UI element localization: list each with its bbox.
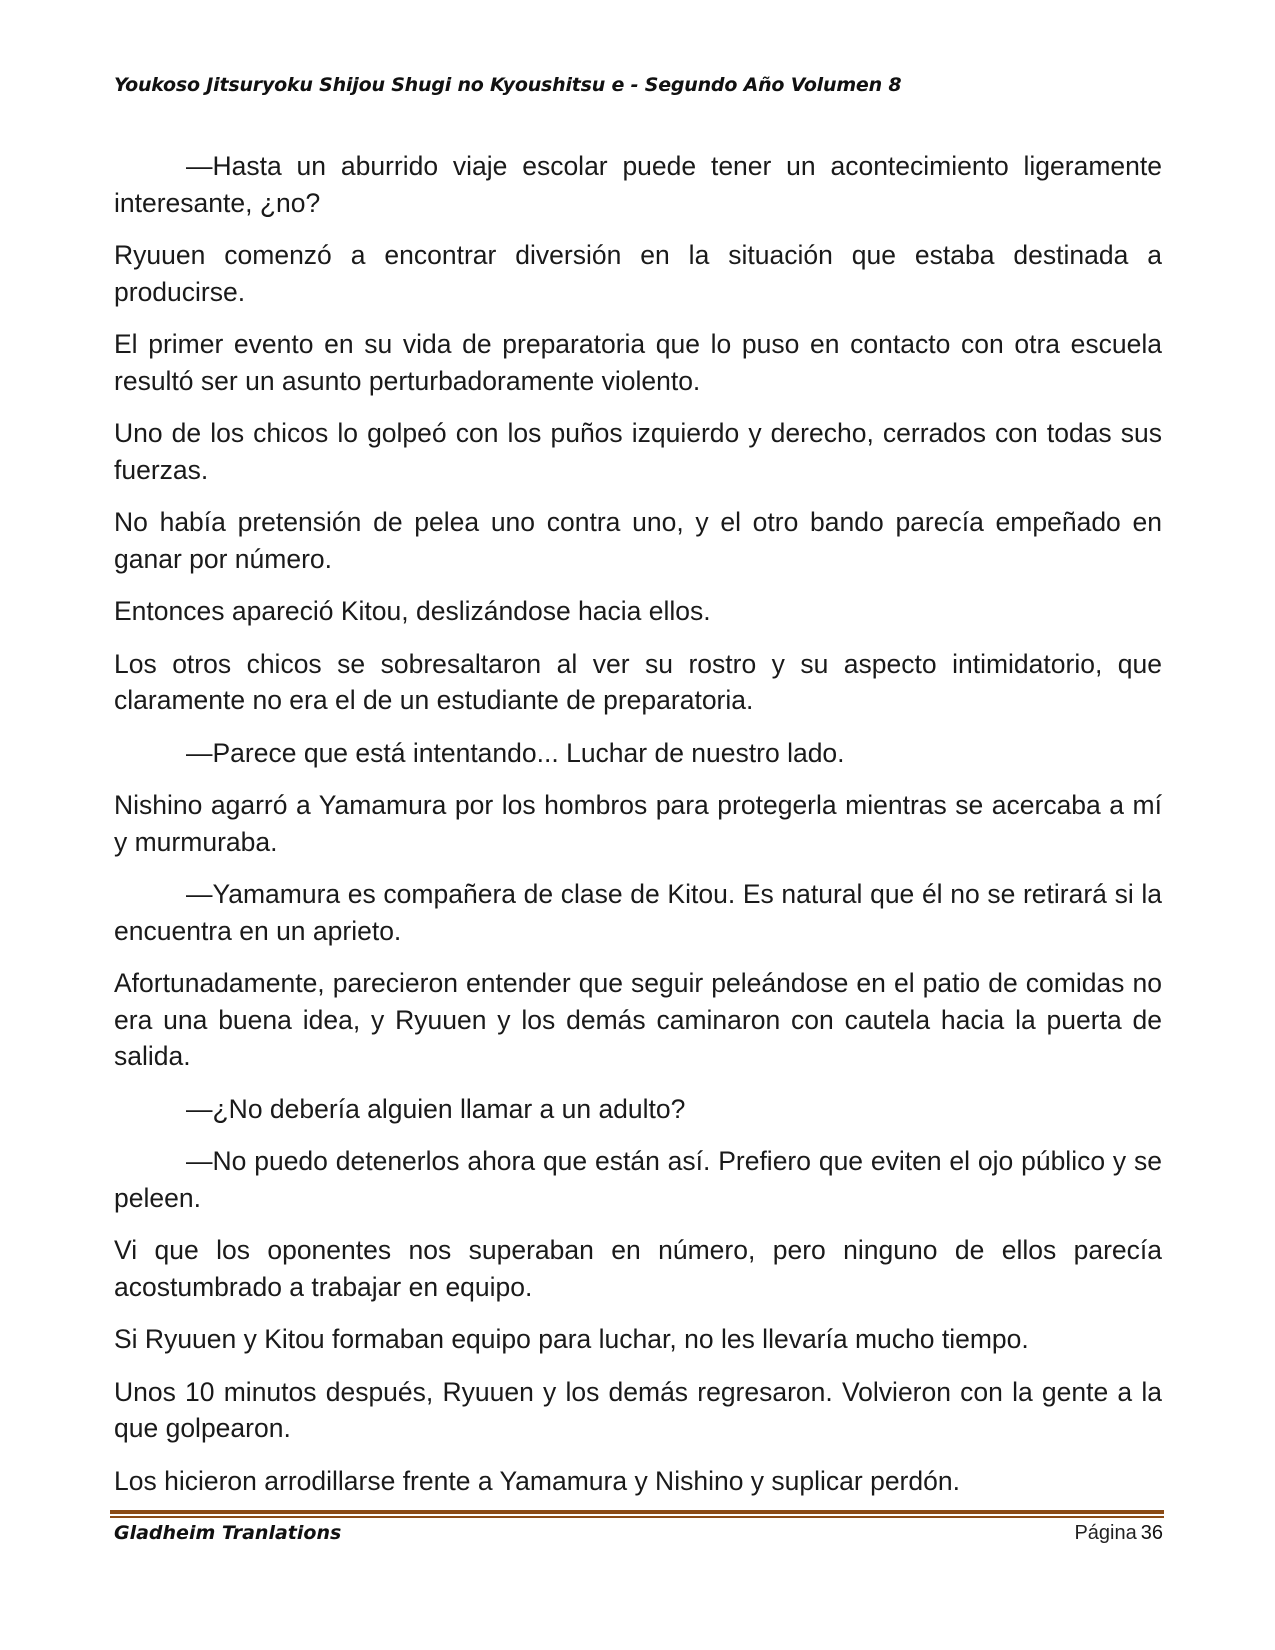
paragraph: Uno de los chicos lo golpeó con los puños izquierdo y derecho, cerrados con todas sus fuerzas. bbox=[114, 418, 1162, 485]
footer-divider-thin bbox=[110, 1516, 1164, 1518]
paragraph-dialog: —Hasta un aburrido viaje escolar puede tener un acontecimiento ligeramente interesante, ¿no? bbox=[114, 151, 1162, 218]
footer-divider-thick bbox=[110, 1510, 1164, 1514]
paragraph: Los hicieron arrodillarse frente a Yamamura y Nishino y suplicar perdón. bbox=[114, 1465, 960, 1496]
paragraph: Nishino agarró a Yamamura por los hombros para protegerla mientras se acercaba a mí y murmuraba. bbox=[114, 790, 1162, 857]
paragraph: Vi que los oponentes nos superaban en número, pero ninguno de ellos parecía acostumbrado a trabajar en equipo. bbox=[114, 1235, 1162, 1302]
paragraph: No había pretensión de pelea uno contra uno, y el otro bando parecía empeñado en ganar por número. bbox=[114, 507, 1162, 574]
page-label: Página bbox=[1074, 1522, 1137, 1544]
page-number-block bbox=[1074, 1522, 1163, 1545]
footer-credit: Gladheim Tranlations bbox=[114, 1522, 342, 1544]
paragraph: Ryuuen comenzó a encontrar diversión en la situación que estaba destinada a producirse. bbox=[114, 240, 1162, 307]
paragraph: Los otros chicos se sobresaltaron al ver su rostro y su aspecto intimidatorio, que claramente no era el de un estudiante de preparatoria. bbox=[114, 648, 1162, 715]
paragraph: Afortunadamente, parecieron entender que seguir peleándose en el patio de comidas no era una buena idea, y Ryuuen y los demás caminaron con cautela hacia la puerta de salida. bbox=[114, 968, 1162, 1071]
paragraph-dialog: —Yamamura es compañera de clase de Kitou. Es natural que él no se retirará si la encuentra en un aprieto. bbox=[114, 879, 1162, 946]
document-body bbox=[114, 148, 1162, 1515]
page-number: 36 bbox=[1140, 1522, 1163, 1544]
paragraph: Si Ryuuen y Kitou formaban equipo para luchar, no les llevaría mucho tiempo. bbox=[114, 1324, 1029, 1354]
paragraph: Entonces apareció Kitou, deslizándose hacia ellos. bbox=[114, 596, 711, 626]
paragraph-dialog: —No puedo detenerlos ahora que están así. Prefiero que eviten el ojo público y se peleen. bbox=[114, 1146, 1162, 1213]
paragraph-dialog: —¿No debería alguien llamar a un adulto? bbox=[186, 1093, 686, 1124]
paragraph: El primer evento en su vida de preparatoria que lo puso en contacto con otra escuela resultó ser un asunto perturbadoramente violento. bbox=[114, 329, 1162, 396]
paragraph: Unos 10 minutos después, Ryuuen y los demás regresaron. Volvieron con la gente a la que golpearon. bbox=[114, 1376, 1162, 1443]
paragraph-dialog: —Parece que está intentando... Luchar de nuestro lado. bbox=[186, 737, 845, 768]
page-header-title: Youkoso Jitsuryoku Shijou Shugi no Kyoushitsu e - Segundo Año Volumen 8 bbox=[114, 74, 902, 96]
